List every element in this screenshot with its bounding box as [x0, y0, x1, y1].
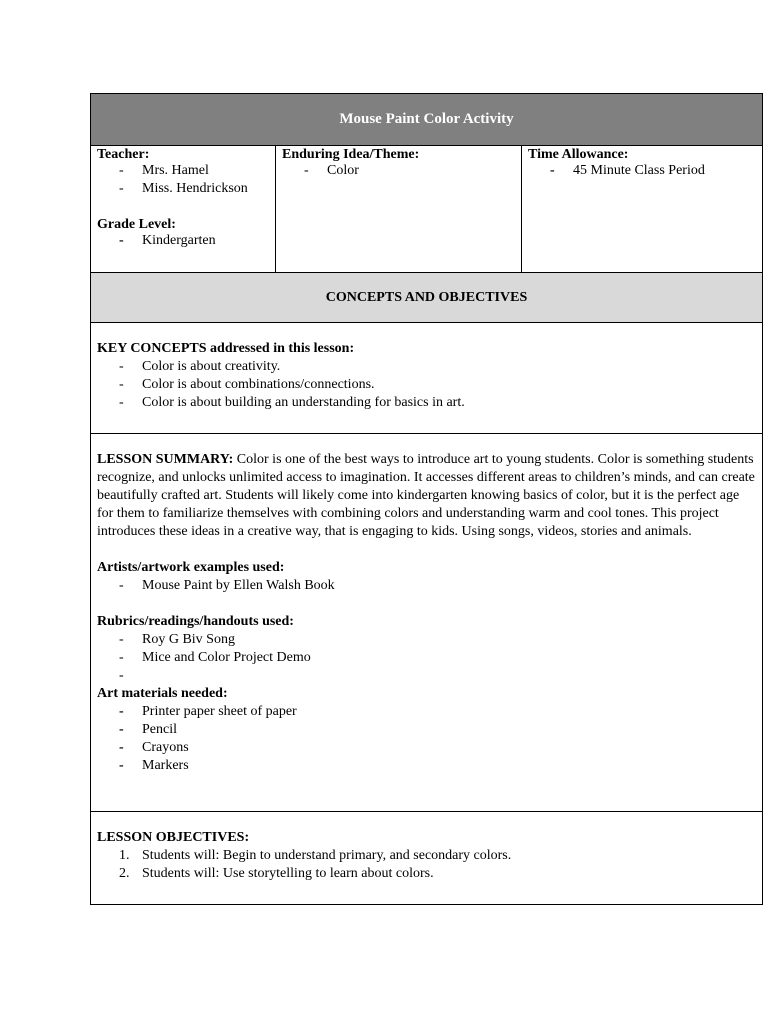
artists-list: [97, 577, 756, 595]
teacher-cell: [91, 146, 275, 272]
list-item: - Kindergarten: [97, 233, 269, 251]
objective-text: Students will: Use storytelling to learn about colors.: [142, 866, 434, 881]
objectives-list: [97, 847, 756, 883]
materials-list: [97, 703, 756, 775]
lesson-summary-label: LESSON SUMMARY:: [97, 452, 234, 467]
lesson-plan-table: [90, 93, 763, 905]
list-item: - Miss. Hendrickson: [97, 181, 269, 199]
list-item: [97, 667, 756, 685]
item-number: 1.: [119, 848, 130, 863]
rubrics-list: [97, 631, 756, 685]
lesson-objectives-row: [91, 811, 762, 904]
key-concepts-row: [91, 322, 762, 433]
title-row: [91, 94, 762, 145]
teacher-list: [97, 163, 269, 199]
time-cell: [521, 146, 762, 272]
time-label: Time Allowance:: [528, 147, 629, 162]
theme-label: Enduring Idea/Theme:: [282, 147, 420, 162]
list-item: [97, 847, 756, 865]
list-item: - Mouse Paint by Ellen Walsh Book: [97, 577, 756, 595]
lesson-summary-row: [91, 433, 762, 811]
grade-list: [97, 233, 269, 251]
item-number: 2.: [119, 866, 130, 881]
theme-cell: [275, 146, 521, 272]
section-heading-row: [91, 272, 762, 322]
materials-label: Art materials needed:: [97, 686, 228, 701]
list-item: - Mrs. Hamel: [97, 163, 269, 181]
list-item: - Mice and Color Project Demo: [97, 649, 756, 667]
list-item: [97, 865, 756, 883]
document-title: Mouse Paint Color Activity: [339, 111, 514, 127]
key-concepts-list: [97, 358, 756, 412]
objectives-label: LESSON OBJECTIVES:: [97, 830, 250, 845]
rubrics-label: Rubrics/readings/handouts used:: [97, 614, 294, 629]
list-item: - Color is about creativity.: [97, 358, 756, 376]
lesson-summary: [97, 451, 756, 541]
list-item: - Crayons: [97, 739, 756, 757]
list-item: - Color is about combinations/connections.: [97, 376, 756, 394]
key-concepts-label: KEY CONCEPTS addressed in this lesson:: [97, 341, 355, 356]
objective-text: Students will: Begin to understand primary, and secondary colors.: [142, 848, 512, 863]
list-item: - Pencil: [97, 721, 756, 739]
time-list: [528, 163, 756, 181]
teacher-label: Teacher:: [97, 147, 150, 162]
list-item: - Printer paper sheet of paper: [97, 703, 756, 721]
list-item: - Markers: [97, 757, 756, 775]
artists-label: Artists/artwork examples used:: [97, 560, 285, 575]
lesson-summary-text: Color is one of the best ways to introduce art to young students. Color is something students recognize, and unlocks unlimited access to imagination. It accesses different areas to children’s minds, and can create beautifully crafted art. Students will likely come into kindergarten knowing basics of color, but it is the perfect age for them to familiarize themselves with combining colors and understanding warm and cool tones. This project introduces these ideas in a creative way, that is engaging to kids. Using songs, videos, stories and animals.: [97, 452, 755, 539]
list-item: - Roy G Biv Song: [97, 631, 756, 649]
info-row: [91, 145, 762, 272]
theme-list: [282, 163, 515, 181]
grade-label: Grade Level:: [97, 217, 176, 232]
list-item: - 45 Minute Class Period: [528, 163, 756, 181]
list-item: - Color: [282, 163, 515, 181]
section-heading: CONCEPTS AND OBJECTIVES: [325, 289, 528, 305]
list-item: - Color is about building an understanding for basics in art.: [97, 394, 756, 412]
